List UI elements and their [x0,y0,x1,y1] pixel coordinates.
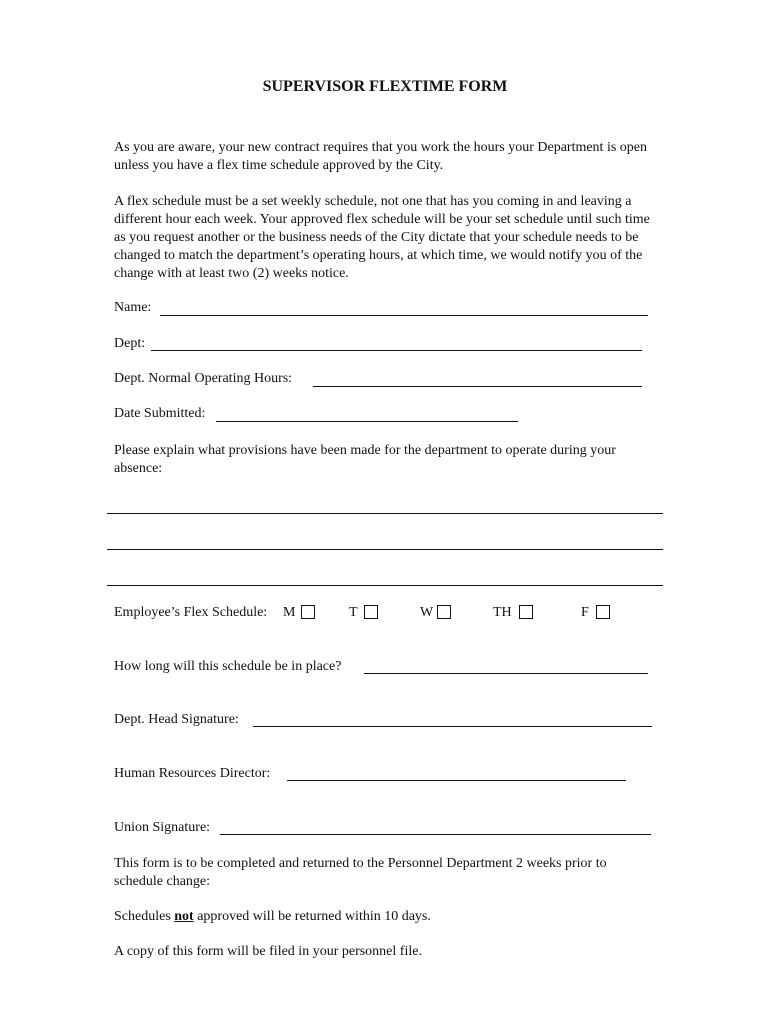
not-approved-post: approved will be returned within 10 days. [197,909,431,924]
return-instructions: This form is to be completed and returned to the Personnel Department 2 weeks prior to schedule change: [114,856,607,889]
intro-paragraph: As you are aware, your new contract requires that you work the hours your Department is open unless you have a flex time schedule approved by the City. [114,140,647,173]
checkbox-wednesday[interactable] [437,605,451,619]
name-label: Name: [114,300,152,315]
form-title: SUPERVISOR FLEXTIME FORM [262,78,508,95]
date-submitted-label: Date Submitted: [114,406,206,421]
operating-hours-field[interactable] [313,386,642,387]
not-approved-pre: Schedules [114,909,171,924]
day-label-f: F [581,605,589,620]
flex-policy-paragraph: A flex schedule must be a set weekly schedule, not one that has you coming in and leaving a different hour each week. Your approved flex schedule will be your set schedule until such time as you request another or the business needs of the City dictate that your schedule needs to be changed to match the department’s operating hours, at which time, we would notify you of the change with at least two (2) weeks notice. [114,194,650,281]
checkbox-thursday[interactable] [519,605,533,619]
personnel-file-note: A copy of this form will be filed in your personnel file. [114,944,422,959]
hr-director-label: Human Resources Director: [114,766,271,781]
day-label-w: W [420,605,434,620]
operating-hours-label: Dept. Normal Operating Hours: [114,371,293,386]
provisions-line-3[interactable] [107,585,663,586]
dept-field[interactable] [151,350,642,351]
union-signature-field[interactable] [220,834,651,835]
not-approved-emphasis: not [174,909,194,924]
provisions-line-2[interactable] [107,549,663,550]
schedule-duration-field[interactable] [364,673,648,674]
schedule-duration-label: How long will this schedule be in place? [114,659,342,674]
date-submitted-field[interactable] [216,421,518,422]
dept-head-signature-field[interactable] [253,726,652,727]
day-label-th: TH [493,605,512,620]
checkbox-tuesday[interactable] [364,605,378,619]
dept-label: Dept: [114,336,146,351]
day-label-t: T [349,605,358,620]
day-label-m: M [283,605,296,620]
provisions-line-1[interactable] [107,513,663,514]
checkbox-monday[interactable] [301,605,315,619]
name-field[interactable] [160,315,648,316]
not-approved-notice [114,909,431,925]
flex-schedule-label: Employee’s Flex Schedule: [114,605,268,620]
dept-head-signature-label: Dept. Head Signature: [114,712,239,727]
provisions-question: Please explain what provisions have been made for the department to operate during your absence: [114,443,616,476]
hr-director-field[interactable] [287,780,626,781]
union-signature-label: Union Signature: [114,820,211,835]
checkbox-friday[interactable] [596,605,610,619]
